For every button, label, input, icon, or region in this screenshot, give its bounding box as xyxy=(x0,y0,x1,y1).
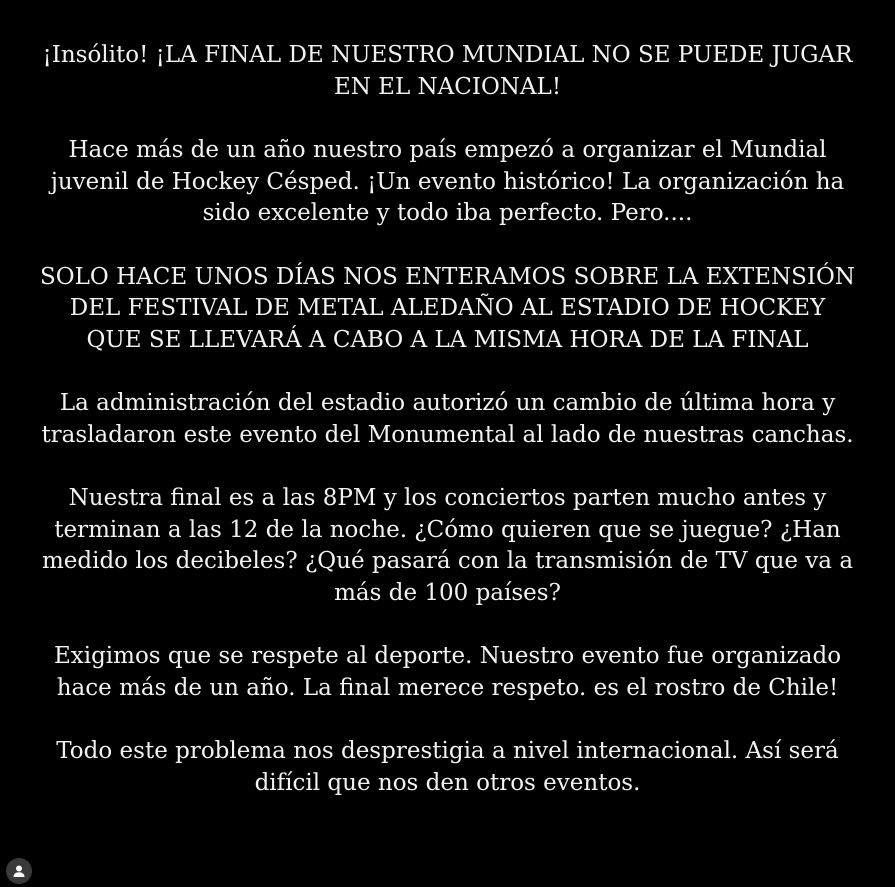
post-paragraph-demand: Exigimos que se respete al deporte. Nuestro evento fue organizado hace más de un año. La final merece respeto. es el rostro de Chile! xyxy=(53,643,842,701)
post-paragraph-closing: Todo este problema nos desprestigia a nivel internacional. Así será difícil que nos den otros eventos. xyxy=(56,738,839,796)
post-paragraph-schedule: Nuestra final es a las 8PM y los conciertos parten mucho antes y terminan a las 12 de la noche. ¿Cómo quieren que se juegue? ¿Han medido los decibeles? ¿Qué pasará con la transmisión de TV que va a más de 100 países? xyxy=(41,485,854,606)
post-text-body xyxy=(40,40,855,831)
post-paragraph-administration: La administración del estadio autorizó un cambio de última hora y trasladaron este evento del Monumental al lado de nuestras canchas. xyxy=(41,390,854,448)
post-paragraph-headline: ¡Insólito! ¡LA FINAL DE NUESTRO MUNDIAL NO SE PUEDE JUGAR EN EL NACIONAL! xyxy=(42,42,853,100)
post-paragraph-intro: Hace más de un año nuestro país empezó a organizar el Mundial juvenil de Hockey Césped. ¡Un evento histórico! La organización ha sido excelente y todo iba perfecto. Pero.... xyxy=(50,137,845,226)
tagged-user-button[interactable] xyxy=(6,858,32,884)
post-paragraph-announcement: SOLO HACE UNOS DÍAS NOS ENTERAMOS SOBRE LA EXTENSIÓN DEL FESTIVAL DE METAL ALEDAÑO AL ESTADIO DE HOCKEY QUE SE LLEVARÁ A CABO A LA MISMA HORA DE LA FINAL xyxy=(40,263,855,353)
user-icon xyxy=(12,864,26,878)
